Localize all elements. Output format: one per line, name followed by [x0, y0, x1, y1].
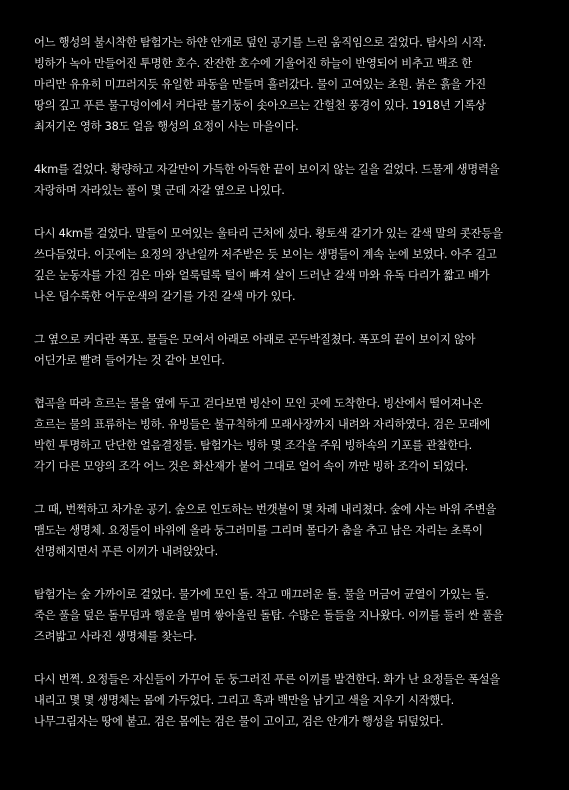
paragraph-4 — [34, 329, 554, 371]
document-body — [34, 32, 554, 754]
text-line: 흐르는 물의 표류하는 빙하. 유빙들은 불규칙하게 모래사장까지 내려와 자리하였다. 검은 모래에 — [34, 418, 490, 431]
text-line: 나온 덥수룩한 어두운색의 갈기를 가진 갈색 마가 있다. — [34, 290, 296, 303]
text-line: 죽은 풀을 덮은 돌무덤과 행운을 빌며 쌓아올린 돌탑. 수많은 돌들을 지나왔다. 이끼를 둘러 싼 풀을 — [34, 609, 504, 622]
text-line: 어느 행성의 불시착한 탐험가는 하얀 안개로 덮인 공기를 느린 움직임으로 걸었다. 탐사의 시작. — [34, 36, 486, 49]
text-line: 선명해지면서 푸른 이끼가 내려앉았다. — [34, 545, 218, 558]
text-line: 즈려밟고 사라진 생명체를 찾는다. — [34, 630, 197, 643]
text-line: 맴도는 생명체. 요정들이 바위에 올라 둥그러미를 그리며 몰다가 춤을 추고 남은 자리는 초록이 — [34, 524, 483, 537]
text-line: 자랑하며 자라있는 풀이 몇 군데 자갈 옆으로 나있다. — [34, 184, 285, 197]
text-line: 내리고 몇 몇 생명체는 몸에 가두었다. 그리고 흑과 백만을 남기고 색을 지우기 시작했다. — [34, 694, 454, 707]
text-line: 다시 번쩍. 요정들은 자신들이 가꾸어 둔 둥그러진 푸른 이끼를 발견한다. 화가 난 요정들은 폭설을 — [34, 673, 500, 686]
text-line: 마리만 유유히 미끄러지듯 유일한 파동을 만들며 흘러갔다. 물이 고여있는 초원. 붉은 흙을 가진 — [34, 78, 486, 91]
text-line: 다시 4km를 걸었다. 말들이 모여있는 울타리 근처에 섰다. 황토색 갈기가 있는 갈색 말의 콧잔등을 — [34, 227, 503, 240]
paragraph-1 — [34, 32, 554, 137]
paragraph-2 — [34, 159, 554, 201]
paragraph-8 — [34, 669, 554, 732]
text-line: 최저기온 영하 38도 얼음 행성의 요정이 사는 마을이다. — [34, 120, 299, 133]
paragraph-7 — [34, 584, 554, 647]
text-line: 그 때, 번쩍하고 차가운 공기. 숲으로 인도하는 번갯불이 몇 차례 내리쳤다. 숲에 사는 바위 주변을 — [34, 503, 496, 516]
text-line: 박힌 투명하고 단단한 얼음결정들. 탐험가는 빙하 몇 조각을 주워 빙하속의 기포를 관찰한다. — [34, 439, 472, 452]
text-line: 땅의 깊고 푸른 물구덩이에서 커다란 물기둥이 솟아오르는 간헐천 풍경이 있다. 1918년 기록상 — [34, 99, 486, 112]
text-line: 각기 다른 모양의 조각 어느 것은 화산재가 붙어 그대로 얼어 속이 까만 빙하 조각이 되었다. — [34, 460, 468, 473]
text-line: 협곡을 따라 흐르는 물을 옆에 두고 걷다보면 빙산이 모인 곳에 도착한다. 빙산에서 떨어져나온 — [34, 397, 483, 410]
text-line: 어딘가로 빨려 들어가는 것 같아 보인다. — [34, 354, 225, 367]
text-line: 탐험가는 숲 가까이로 걸었다. 물가에 모인 돌. 작고 매끄러운 돌. 물을 머금어 균열이 가있는 돌. — [34, 588, 489, 601]
text-line: 4km를 걸었다. 황량하고 자갈만이 가득한 아득한 끝이 보이지 않는 길을 걸었다. 드물게 생명력을 — [34, 163, 500, 176]
text-line: 나무그림자는 땅에 붙고. 검은 몸에는 검은 물이 고이고, 검은 안개가 행성을 뒤덮었다. — [34, 715, 444, 728]
paragraph-5 — [34, 393, 554, 477]
text-line: 깊은 눈동자를 가진 검은 마와 얼룩덜룩 털이 빠져 살이 드러난 갈색 마와 유독 다리가 짧고 배가 — [34, 269, 490, 282]
text-line: 빙하가 녹아 만들어진 투명한 호수. 잔잔한 호수에 기울어진 하늘이 반영되어 비추고 백조 한 — [34, 57, 472, 70]
text-line: 그 옆으로 커다란 폭포. 물들은 모여서 아래로 아래로 곤두박질쳤다. 폭포의 끝이 보이지 않아 — [34, 333, 476, 346]
paragraph-6 — [34, 499, 554, 562]
text-line: 쓰다듬었다. 이곳에는 요정의 장난일까 저주받은 듯 보이는 생명들이 계속 눈에 보였다. 아주 길고 — [34, 248, 497, 261]
paragraph-3 — [34, 223, 554, 307]
